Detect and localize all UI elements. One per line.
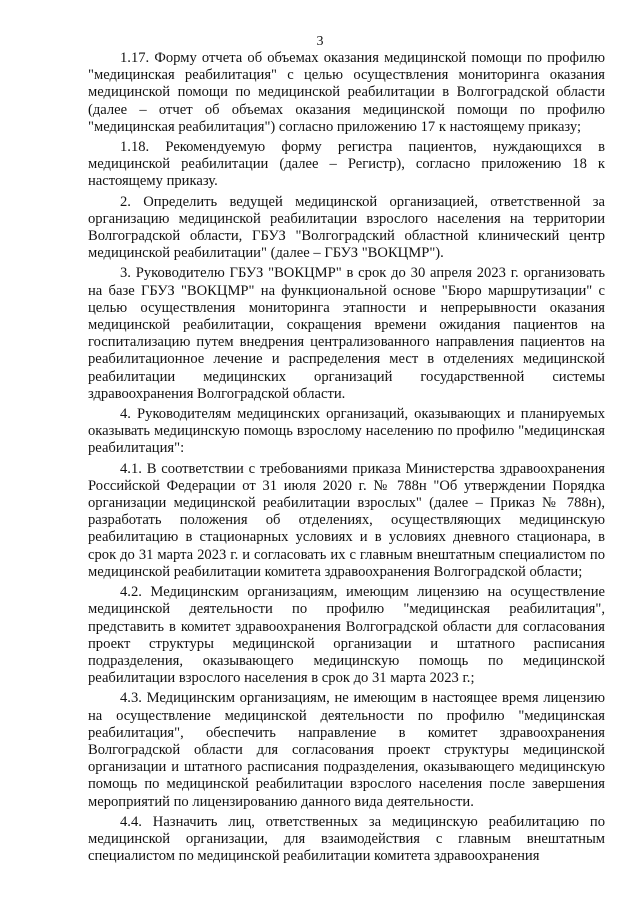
paragraph-4-2: 4.2. Медицинским организациям, имеющим лицензию на осуществление медицинской деятельности по профилю "медицинская реабилитация", представить в комитет здравоохранения Волгоградской области для согласования проект структуры медицинской организации и штатного расписания подразделения, оказывающего медицинскую помощь по медицинской реабилитации взрослого населения в срок до 31 марта 2023 г.; (88, 584, 605, 687)
paragraph-4: 4. Руководителям медицинских организаций, оказывающих и планируемых оказывать медицинскую помощь взрослому населению по профилю "медицинская реабилитация": (88, 406, 605, 457)
paragraph-1-17: 1.17. Форму отчета об объемах оказания медицинской помощи по профилю "медицинская реабилитация" с целью осуществления мониторинга оказания медицинской помощи по медицинской реабилитации в Волгоградской области (далее – отчет об объемах оказания медицинской помощи по профилю "медицинская реабилитация") согласно приложению 17 к настоящему приказу; (88, 50, 605, 135)
paragraph-3: 3. Руководителю ГБУЗ "ВОКЦМР" в срок до 30 апреля 2023 г. организовать на базе ГБУЗ "ВОКЦМР" на функциональной основе "Бюро маршрутизации" с целью осуществления мониторинга этапности и непрерывности оказания медицинской реабилитации, сокращения времени ожидания пациентов на госпитализацию путем внедрения централизованного направления пациентов на реабилитационное лечение и распределения мест в отделениях медицинской реабилитации медицинских организаций государственной системы здравоохранения Волгоградской области. (88, 265, 605, 402)
paragraph-4-1: 4.1. В соответствии с требованиями приказа Министерства здравоохранения Российской Федерации от 31 июля 2020 г. № 788н "Об утверждении Порядка организации медицинской реабилитации взрослых" (далее – Приказ № 788н), разработать положения об отделениях, осуществляющих медицинскую реабилитацию в стационарных условиях и в условиях дневного стационара, в срок до 31 марта 2023 г. и согласовать их с главным внештатным специалистом по медицинской реабилитации комитета здравоохранения Волгоградской области; (88, 460, 605, 580)
page-number: 3 (316, 34, 324, 49)
paragraph-4-4: 4.4. Назначить лиц, ответственных за медицинскую реабилитацию по медицинской организации, для взаимодействия с главным внештатным специалистом по медицинской реабилитации комитета здравоохранения (88, 813, 605, 865)
document-body (88, 50, 605, 868)
paragraph-2: 2. Определить ведущей медицинской организацией, ответственной за организацию медицинской реабилитации взрослого населения на территории Волгоградской области, ГБУЗ "Волгоградский областной клинический центр медицинской реабилитации" (далее – ГБУЗ "ВОКЦМР"). (88, 193, 605, 262)
paragraph-1-18: 1.18. Рекомендуемую форму регистра пациентов, нуждающихся в медицинской реабилитации (далее – Регистр), согласно приложению 18 к настоящему приказу. (88, 139, 605, 190)
paragraph-4-3: 4.3. Медицинским организациям, не имеющим в настоящее время лицензию на осуществление медицинской деятельности по профилю "медицинская реабилитация", обеспечить направление в комитет здравоохранения Волгоградской области для согласования проект структуры медицинской организации и штатного расписания подразделения, оказывающего медицинскую помощь по медицинской реабилитации взрослого населения после завершения мероприятий по лицензированию данного вида деятельности. (88, 690, 605, 810)
